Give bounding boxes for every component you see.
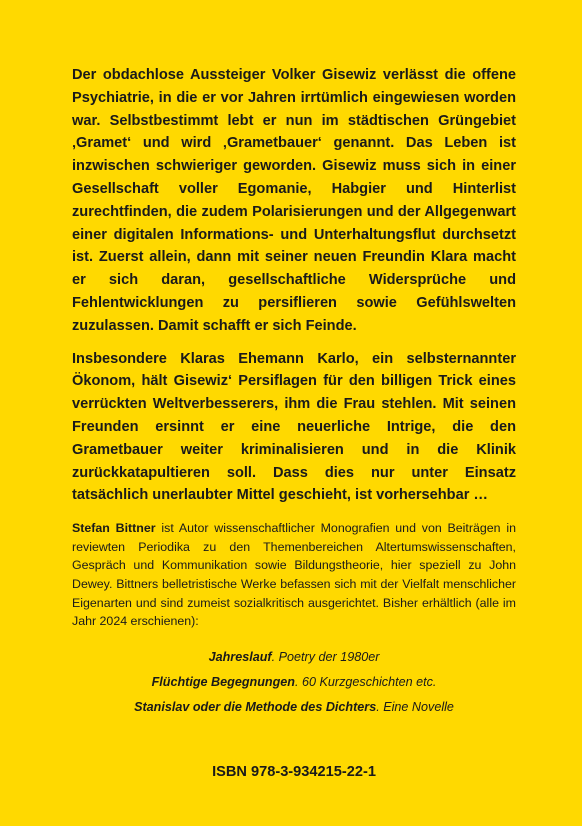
- work-title: Stanislav oder die Methode des Dichters: [134, 699, 377, 714]
- work-item: [72, 695, 516, 720]
- work-title: Flüchtige Begegnungen: [151, 674, 295, 689]
- author-name: Stefan Bittner: [72, 521, 156, 536]
- blurb-paragraph-1: Der obdachlose Aussteiger Volker Gisewiz verlässt die offene Psychiatrie, in die er vor Jahren irrtümlich eingewiesen worden war. Selbstbestimmt lebt er nun im städtischen Grüngebiet ‚Gramet‘ und wird ‚Grametbauer‘ genannt. Das Leben ist inzwischen schwieriger geworden. Gisewiz muss sich in einer Gesellschaft voller Egomanie, Habgier und Hinterlist zurechtfinden, die zudem Polarisierungen und der Allgegenwart einer digitalen Informations- und Unterhaltungsflut durchsetzt ist. Zuerst allein, dann mit seiner neuen Freundin Klara macht er sich daran, gesellschaftliche Widersprüche und Fehlentwicklungen zu persiflieren sowie Gefühlswelten zuzulassen. Damit schafft er sich Feinde.: [72, 67, 516, 334]
- work-subtitle: . Eine Novelle: [376, 699, 454, 714]
- book-blurb: [72, 64, 516, 507]
- work-subtitle: . 60 Kurzgeschichten etc.: [295, 674, 437, 689]
- work-item: [72, 645, 516, 670]
- blurb-paragraph-2: Insbesondere Klaras Ehemann Karlo, ein selbsternannter Ökonom, hält Gisewiz‘ Persiflagen für den billigen Trick eines verrückten Weltverbesserers, ihm die Frau stehlen. Mit seinen Freunden ersinnt er eine neuerliche Intrige, die den Grametbauer weiter kriminalisieren und in die Klinik zurückkatapultieren soll. Dass dies nur unter Einsatz tatsächlich unerlaubter Mittel geschieht, ist vorhersehbar …: [72, 350, 516, 504]
- author-bio-text: ist Autor wissenschaftlicher Monografien und von Beiträgen in reviewten Periodika zu den Themenbereichen Altertumswissenschaften, Gespräch und Kommunikation sowie Bildungstheorie, hier speziell zu John Dewey. Bittners belletristische Werke befassen sich mit der Vielfalt menschlicher Eigenarten und sind zumeist sozialkritisch ausgerichtet. Bisher erhältlich (alle im Jahr 2024 erschienen):: [72, 521, 516, 629]
- work-item: [72, 670, 516, 695]
- isbn-number: ISBN 978-3-934215-22-1: [212, 763, 376, 780]
- works-list: [72, 645, 516, 720]
- work-subtitle: . Poetry der 1980er: [271, 649, 380, 664]
- work-title: Jahreslauf: [208, 649, 272, 664]
- back-cover: [72, 64, 516, 780]
- author-bio: [72, 519, 516, 631]
